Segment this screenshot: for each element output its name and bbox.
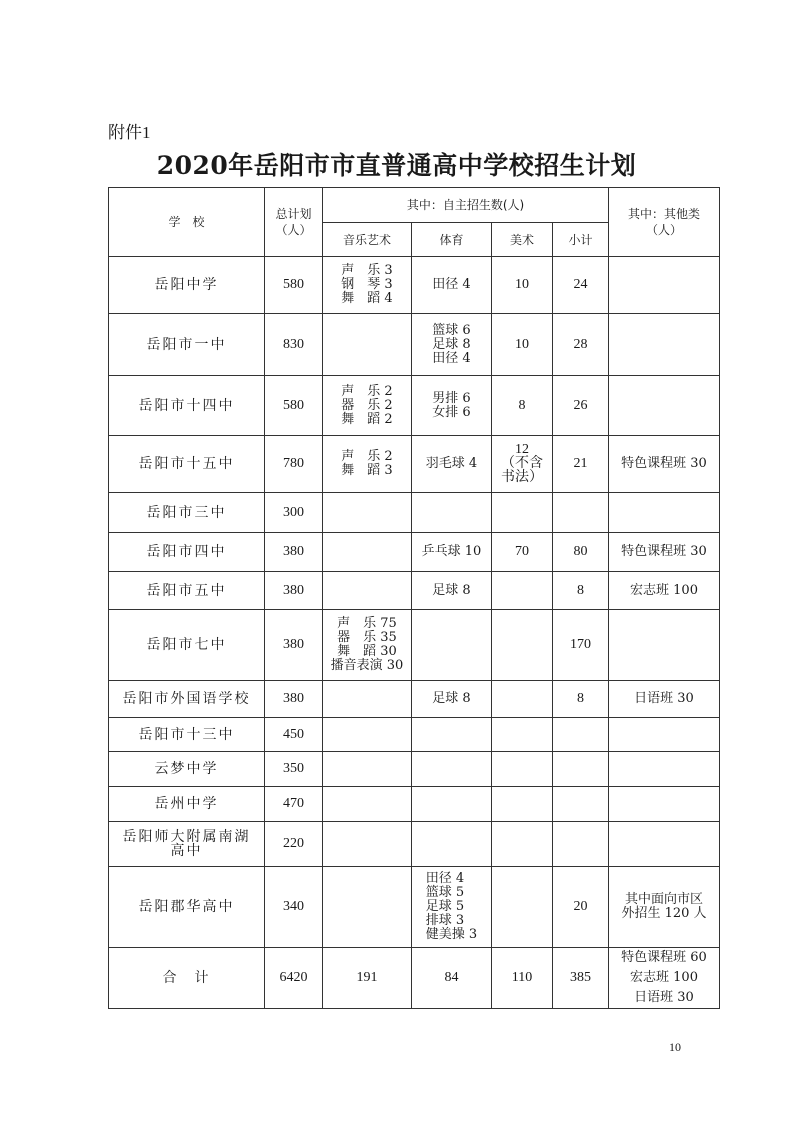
- music-art-cell: [323, 681, 412, 718]
- music-art-cell: [323, 257, 412, 314]
- table-row: [109, 314, 720, 376]
- total-plan-cell: 380: [265, 681, 323, 718]
- subtotal-cell: 26: [553, 376, 609, 436]
- music-art-cell-line: 舞 蹈 3: [341, 463, 393, 478]
- fine-art-cell: [492, 681, 553, 718]
- sports-cell: [412, 752, 492, 787]
- music-art-cell-line: 声 乐 3: [341, 263, 393, 278]
- music-art-cell-line: 钢 琴 3: [341, 277, 393, 292]
- music-art-cell-line: 舞 蹈 4: [341, 291, 393, 306]
- music-art-cell: [323, 572, 412, 610]
- music-art-cell: [323, 867, 412, 948]
- table-row: [109, 436, 720, 493]
- subtotal-cell: 20: [553, 867, 609, 948]
- sports-cell-line: 足球 8: [432, 336, 471, 352]
- table-row: [109, 681, 720, 718]
- total-plan-cell: 580: [265, 376, 323, 436]
- music-art-cell-lines: [323, 617, 411, 673]
- fine-art-cell: [492, 533, 553, 572]
- totals-other-lines: [609, 948, 719, 1008]
- other-cell: [609, 752, 720, 787]
- table-row: [109, 493, 720, 533]
- school-name-cell-line: 岳阳市四中: [146, 544, 227, 560]
- sports-cell-lines: [412, 457, 491, 471]
- header-total-plan: [265, 188, 323, 257]
- fine-art-cell-lines: [492, 443, 552, 485]
- table-row: [109, 572, 720, 610]
- totals-total: 6420: [265, 948, 323, 1009]
- page-number: 10: [669, 1040, 681, 1054]
- sports-cell-line: 足球 5: [425, 899, 465, 914]
- school-name-cell-line: 岳阳师大附属南湖: [122, 829, 251, 845]
- subtotal-cell: 21: [553, 436, 609, 493]
- school-name-cell: [109, 822, 265, 867]
- school-name-cell-lines: [109, 762, 264, 776]
- sports-cell-line: 排球 3: [425, 913, 465, 928]
- sports-cell-lines: [412, 392, 491, 420]
- total-plan-cell: 470: [265, 787, 323, 822]
- fine-art-cell: [492, 822, 553, 867]
- sports-cell-line: 羽毛球 4: [425, 456, 478, 471]
- table-row: [109, 822, 720, 867]
- fine-art-cell: [492, 867, 553, 948]
- totals-subtotal: 385: [553, 948, 609, 1009]
- music-art-cell-line: 舞 蹈 2: [341, 411, 393, 427]
- other-cell-lines: [609, 545, 719, 559]
- school-name-cell-lines: [109, 545, 264, 559]
- school-name-cell: [109, 314, 265, 376]
- sports-cell: [412, 867, 492, 948]
- sports-cell: [412, 436, 492, 493]
- music-art-cell: [323, 718, 412, 752]
- other-cell: [609, 572, 720, 610]
- music-art-cell-line: 器 乐 35: [337, 630, 397, 645]
- fine-art-cell-lines: [492, 399, 552, 413]
- subtotal-cell: 80: [553, 533, 609, 572]
- other-cell-lines: [609, 692, 719, 706]
- table-body: [109, 257, 720, 1009]
- sports-cell: [412, 822, 492, 867]
- school-name-cell-lines: [109, 638, 264, 652]
- music-art-cell-line: 声 乐 2: [341, 449, 393, 464]
- subtotal-cell: [553, 822, 609, 867]
- music-art-cell-lines: [323, 450, 411, 478]
- table-row: [109, 787, 720, 822]
- table-row: [109, 867, 720, 948]
- fine-art-cell-line: 10: [515, 336, 529, 352]
- table-row: [109, 718, 720, 752]
- school-name-cell-line: 岳阳郡华高中: [138, 899, 235, 915]
- totals-other-line: 特色课程班 60: [621, 950, 707, 965]
- sports-cell-lines: [412, 545, 491, 559]
- header-school: 学 校: [109, 188, 265, 257]
- fine-art-cell-lines: [492, 545, 552, 559]
- sports-cell-lines: [412, 584, 491, 598]
- other-cell: [609, 681, 720, 718]
- totals-label: 合 计: [109, 948, 265, 1009]
- music-art-cell-lines: [323, 385, 411, 427]
- school-name-cell-line: 岳阳市三中: [146, 504, 227, 521]
- sports-cell: [412, 257, 492, 314]
- totals-other-line: 日语班 30: [634, 990, 694, 1005]
- school-name-cell-line: 岳阳市十五中: [138, 456, 235, 472]
- fine-art-cell: [492, 752, 553, 787]
- school-name-cell: [109, 257, 265, 314]
- page-title: 2020年岳阳市市直普通高中学校招生计划: [156, 151, 637, 180]
- fine-art-cell: [492, 314, 553, 376]
- total-plan-cell: 340: [265, 867, 323, 948]
- subtotal-cell: 170: [553, 610, 609, 681]
- fine-art-cell: [492, 718, 553, 752]
- school-name-cell-lines: [109, 278, 264, 292]
- music-art-cell: [323, 314, 412, 376]
- sports-cell: [412, 533, 492, 572]
- attachment-text: 附件: [108, 123, 142, 143]
- music-art-cell-line: 声 乐 2: [341, 383, 393, 399]
- sports-cell-line: 田径 4: [425, 871, 465, 886]
- school-name-cell: [109, 752, 265, 787]
- subtotal-cell: 8: [553, 572, 609, 610]
- school-name-cell: [109, 572, 265, 610]
- header-total-plan-line2: （人）: [275, 223, 312, 237]
- other-cell: [609, 867, 720, 948]
- other-cell: [609, 436, 720, 493]
- total-plan-cell: 300: [265, 493, 323, 533]
- totals-row: [109, 948, 720, 1009]
- subtotal-cell: [553, 787, 609, 822]
- music-art-cell: [323, 610, 412, 681]
- other-cell-line: 日语班 30: [634, 691, 694, 706]
- subtotal-cell: [553, 752, 609, 787]
- header-row-1: [109, 188, 720, 223]
- total-plan-cell: 380: [265, 610, 323, 681]
- school-name-cell-line: 岳阳市十三中: [138, 726, 235, 743]
- music-art-cell: [323, 436, 412, 493]
- school-name-cell-line: 岳阳市外国语学校: [122, 691, 251, 707]
- other-cell: [609, 822, 720, 867]
- music-art-cell: [323, 376, 412, 436]
- sports-cell-line: 足球 8: [432, 691, 471, 706]
- table-row: [109, 257, 720, 314]
- fine-art-cell-lines: [492, 278, 552, 292]
- school-name-cell-line: 云梦中学: [154, 761, 219, 777]
- school-name-cell-lines: [109, 728, 264, 742]
- sports-cell-lines: [426, 872, 477, 942]
- fine-art-cell: [492, 610, 553, 681]
- music-art-cell-lines: [323, 264, 411, 306]
- sports-cell: [412, 493, 492, 533]
- school-name-cell: [109, 787, 265, 822]
- total-plan-cell: 580: [265, 257, 323, 314]
- total-plan-cell: 350: [265, 752, 323, 787]
- other-cell-line: 其中面向市区: [624, 892, 703, 907]
- fine-art-cell: [492, 257, 553, 314]
- fine-art-cell-line: 10: [515, 277, 529, 292]
- header-independent-group: 其中：自主招生数(人): [323, 188, 609, 223]
- fine-art-cell-lines: [492, 338, 552, 352]
- other-cell-line: 特色课程班 30: [621, 544, 707, 559]
- subtotal-cell: [553, 718, 609, 752]
- sports-cell-lines: [412, 278, 491, 292]
- other-cell-line: 特色课程班 30: [621, 456, 707, 471]
- school-name-cell-lines: [109, 900, 264, 914]
- school-name-cell-lines: [109, 692, 264, 706]
- school-name-cell-lines: [109, 506, 264, 520]
- music-art-cell-line: 器 乐 2: [341, 397, 393, 413]
- music-art-cell: [323, 787, 412, 822]
- sports-cell: [412, 376, 492, 436]
- sports-cell-line: 乒乓球 10: [421, 544, 482, 559]
- school-name-cell-lines: [109, 830, 264, 858]
- table-row: [109, 752, 720, 787]
- attachment-number: 1: [142, 123, 151, 142]
- other-cell-lines: [609, 457, 719, 471]
- table-row: [109, 376, 720, 436]
- sports-cell: [412, 681, 492, 718]
- other-cell-lines: [609, 584, 719, 598]
- school-name-cell-lines: [109, 584, 264, 598]
- fine-art-cell: [492, 493, 553, 533]
- sports-cell: [412, 787, 492, 822]
- total-plan-cell: 380: [265, 533, 323, 572]
- other-cell-line: 宏志班 100: [630, 582, 698, 598]
- school-name-cell-lines: [109, 399, 264, 413]
- enrollment-plan-table: [108, 187, 720, 1009]
- sports-cell-line: 女排 6: [432, 404, 471, 420]
- header-sports: 体育: [412, 223, 492, 257]
- school-name-cell-line: 岳阳市五中: [146, 582, 227, 599]
- music-art-cell: [323, 822, 412, 867]
- fine-art-cell: [492, 572, 553, 610]
- total-plan-cell: 830: [265, 314, 323, 376]
- sports-cell-lines: [432, 324, 470, 366]
- total-plan-cell: 450: [265, 718, 323, 752]
- other-cell: [609, 610, 720, 681]
- subtotal-cell: 8: [553, 681, 609, 718]
- fine-art-cell-line: 12: [515, 442, 529, 457]
- sports-cell: [412, 572, 492, 610]
- school-name-cell: [109, 533, 265, 572]
- music-art-cell-line: 声 乐 75: [337, 616, 397, 631]
- fine-art-cell-line: 8: [518, 397, 526, 413]
- school-name-cell-lines: [109, 338, 264, 352]
- header-other-line2: （人）: [645, 223, 682, 237]
- subtotal-cell: 28: [553, 314, 609, 376]
- total-plan-cell: 380: [265, 572, 323, 610]
- header-fine-art: 美术: [492, 223, 553, 257]
- school-name-cell: [109, 610, 265, 681]
- totals-other: [609, 948, 720, 1009]
- attachment-label: [108, 118, 151, 143]
- sports-cell-line: 足球 8: [432, 582, 471, 598]
- table-row: [109, 610, 720, 681]
- school-name-cell-lines: [109, 797, 264, 811]
- fine-art-cell: [492, 376, 553, 436]
- sports-cell-line: 篮球 6: [432, 322, 471, 338]
- school-name-cell-line: 高中: [170, 843, 203, 859]
- other-cell: [609, 787, 720, 822]
- fine-art-cell: [492, 436, 553, 493]
- other-cell: [609, 257, 720, 314]
- school-name-cell-line: 岳阳市十四中: [138, 397, 235, 414]
- school-name-cell: [109, 436, 265, 493]
- school-name-cell-line: 岳阳市七中: [146, 637, 227, 653]
- total-plan-cell: 780: [265, 436, 323, 493]
- header-subtotal: 小计: [553, 223, 609, 257]
- sports-cell-line: 田径 4: [432, 350, 471, 366]
- other-cell: [609, 376, 720, 436]
- fine-art-cell-line: 书法）: [501, 470, 543, 485]
- totals-art: 110: [492, 948, 553, 1009]
- totals-sports: 84: [412, 948, 492, 1009]
- sports-cell: [412, 314, 492, 376]
- fine-art-cell-line: （不含: [501, 456, 543, 471]
- other-cell: [609, 533, 720, 572]
- school-name-cell-line: 岳州中学: [154, 796, 219, 812]
- other-cell: [609, 718, 720, 752]
- school-name-cell: [109, 376, 265, 436]
- school-name-cell: [109, 681, 265, 718]
- fine-art-cell: [492, 787, 553, 822]
- school-name-cell: [109, 493, 265, 533]
- fine-art-cell-line: 70: [515, 544, 529, 559]
- total-plan-cell: 220: [265, 822, 323, 867]
- other-cell: [609, 493, 720, 533]
- subtotal-cell: 24: [553, 257, 609, 314]
- school-name-cell-line: 岳阳市一中: [146, 336, 227, 353]
- sports-cell: [412, 610, 492, 681]
- other-cell: [609, 314, 720, 376]
- subtotal-cell: [553, 493, 609, 533]
- sports-cell-lines: [412, 692, 491, 706]
- header-total-plan-line1: 总计划: [275, 207, 312, 221]
- other-cell-lines: [609, 893, 719, 921]
- school-name-cell-lines: [109, 457, 264, 471]
- school-name-cell: [109, 718, 265, 752]
- music-art-cell: [323, 493, 412, 533]
- music-art-cell: [323, 752, 412, 787]
- sports-cell-line: 健美操 3: [425, 927, 478, 942]
- music-art-cell: [323, 533, 412, 572]
- totals-music: 191: [323, 948, 412, 1009]
- music-art-cell-line: 舞 蹈 30: [337, 644, 397, 659]
- sports-cell-line: 篮球 5: [425, 885, 465, 900]
- school-name-cell-line: 岳阳中学: [154, 277, 219, 293]
- totals-other-line: 宏志班 100: [630, 970, 698, 985]
- music-art-cell-line: 播音表演 30: [330, 658, 404, 673]
- table-row: [109, 533, 720, 572]
- other-cell-line: 外招生 120 人: [621, 906, 707, 921]
- header-music-art: 音乐艺术: [323, 223, 412, 257]
- header-other-line1: 其中：其他类: [627, 207, 700, 221]
- school-name-cell: [109, 867, 265, 948]
- sports-cell-line: 男排 6: [432, 390, 471, 406]
- sports-cell-line: 田径 4: [432, 277, 471, 292]
- sports-cell: [412, 718, 492, 752]
- header-other: [609, 188, 720, 257]
